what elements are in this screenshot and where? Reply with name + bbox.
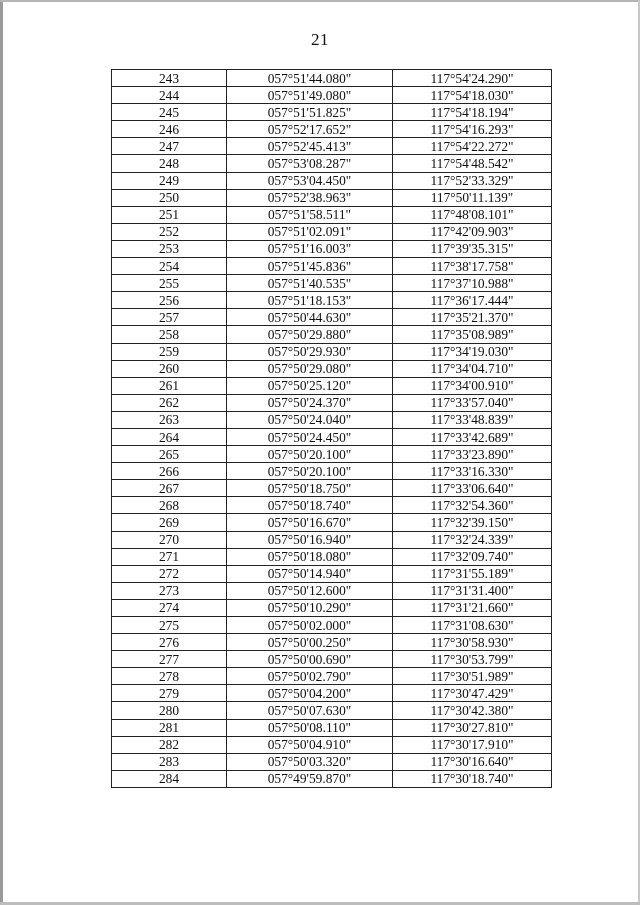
longitude-cell: 117°30'16.640" (393, 753, 552, 770)
table-row (112, 770, 552, 787)
longitude-cell: 117°30'18.740" (393, 770, 552, 787)
point-number-cell: 276 (112, 634, 227, 651)
table-row (112, 309, 552, 326)
latitude-cell: 057°50'29.880" (227, 326, 393, 343)
point-number-cell: 261 (112, 377, 227, 394)
longitude-cell: 117°32'39.150" (393, 514, 552, 531)
table-row (112, 446, 552, 463)
longitude-cell: 117°33'23.890" (393, 446, 552, 463)
latitude-cell: 057°52'38.963" (227, 189, 393, 206)
point-number-cell: 283 (112, 753, 227, 770)
longitude-cell: 117°32'09.740" (393, 548, 552, 565)
latitude-cell: 057°53'08.287" (227, 155, 393, 172)
table-row (112, 326, 552, 343)
longitude-cell: 117°38'17.758" (393, 258, 552, 275)
longitude-cell: 117°31'08.630" (393, 617, 552, 634)
latitude-cell: 057°50'24.450" (227, 428, 393, 445)
point-number-cell: 268 (112, 497, 227, 514)
longitude-cell: 117°30'58.930" (393, 634, 552, 651)
latitude-cell: 057°51'40.535" (227, 275, 393, 292)
latitude-cell: 057°51'44.080" (227, 70, 393, 87)
table-row (112, 172, 552, 189)
longitude-cell: 117°33'16.330" (393, 463, 552, 480)
latitude-cell: 057°50'12.600" (227, 582, 393, 599)
table-row (112, 138, 552, 155)
longitude-cell: 117°34'19.030" (393, 343, 552, 360)
table-row (112, 531, 552, 548)
longitude-cell: 117°31'31.400" (393, 582, 552, 599)
table-row (112, 155, 552, 172)
longitude-cell: 117°30'47.429" (393, 685, 552, 702)
table-row (112, 668, 552, 685)
latitude-cell: 057°50'18.080" (227, 548, 393, 565)
latitude-cell: 057°50'29.930" (227, 343, 393, 360)
table-row (112, 343, 552, 360)
point-number-cell: 282 (112, 736, 227, 753)
latitude-cell: 057°52'17.652" (227, 121, 393, 138)
coordinates-table (111, 69, 552, 788)
longitude-cell: 117°54'16.293" (393, 121, 552, 138)
point-number-cell: 260 (112, 360, 227, 377)
point-number-cell: 259 (112, 343, 227, 360)
point-number-cell: 262 (112, 394, 227, 411)
table-row (112, 634, 552, 651)
latitude-cell: 057°49'59.870" (227, 770, 393, 787)
latitude-cell: 057°50'14.940" (227, 565, 393, 582)
longitude-cell: 117°54'18.194" (393, 104, 552, 121)
latitude-cell: 057°51'49.080" (227, 87, 393, 104)
longitude-cell: 117°33'06.640" (393, 480, 552, 497)
latitude-cell: 057°50'00.690" (227, 651, 393, 668)
point-number-cell: 280 (112, 702, 227, 719)
table-row (112, 292, 552, 309)
latitude-cell: 057°50'16.670" (227, 514, 393, 531)
longitude-cell: 117°34'00.910" (393, 377, 552, 394)
table-row (112, 753, 552, 770)
table-row (112, 651, 552, 668)
latitude-cell: 057°50'07.630" (227, 702, 393, 719)
table-row (112, 206, 552, 223)
table-row (112, 463, 552, 480)
latitude-cell: 057°50'18.740" (227, 497, 393, 514)
point-number-cell: 278 (112, 668, 227, 685)
latitude-cell: 057°50'03.320" (227, 753, 393, 770)
longitude-cell: 117°39'35.315" (393, 240, 552, 257)
point-number-cell: 274 (112, 599, 227, 616)
latitude-cell: 057°50'02.000" (227, 617, 393, 634)
table-row (112, 87, 552, 104)
table-row (112, 702, 552, 719)
point-number-cell: 284 (112, 770, 227, 787)
latitude-cell: 057°51'58.511" (227, 206, 393, 223)
point-number-cell: 254 (112, 258, 227, 275)
longitude-cell: 117°32'54.360" (393, 497, 552, 514)
page-number: 21 (311, 30, 329, 49)
latitude-cell: 057°51'18.153" (227, 292, 393, 309)
table-row (112, 377, 552, 394)
longitude-cell: 117°54'22.272" (393, 138, 552, 155)
point-number-cell: 257 (112, 309, 227, 326)
longitude-cell: 117°33'48.839" (393, 411, 552, 428)
longitude-cell: 117°50'11.139" (393, 189, 552, 206)
table-row (112, 548, 552, 565)
latitude-cell: 057°50'24.370" (227, 394, 393, 411)
point-number-cell: 271 (112, 548, 227, 565)
table-row (112, 685, 552, 702)
table-row (112, 275, 552, 292)
latitude-cell: 057°50'04.910" (227, 736, 393, 753)
point-number-cell: 246 (112, 121, 227, 138)
point-number-cell: 270 (112, 531, 227, 548)
longitude-cell: 117°31'55.189" (393, 565, 552, 582)
table-row (112, 394, 552, 411)
latitude-cell: 057°50'16.940" (227, 531, 393, 548)
longitude-cell: 117°42'09.903" (393, 223, 552, 240)
table-row (112, 719, 552, 736)
table-row (112, 565, 552, 582)
longitude-cell: 117°30'51.989" (393, 668, 552, 685)
point-number-cell: 248 (112, 155, 227, 172)
longitude-cell: 117°33'57.040" (393, 394, 552, 411)
latitude-cell: 057°51'16.003" (227, 240, 393, 257)
point-number-cell: 264 (112, 428, 227, 445)
point-number-cell: 255 (112, 275, 227, 292)
longitude-cell: 117°32'24.339" (393, 531, 552, 548)
table-row (112, 258, 552, 275)
latitude-cell: 057°50'02.790" (227, 668, 393, 685)
point-number-cell: 266 (112, 463, 227, 480)
longitude-cell: 117°30'53.799" (393, 651, 552, 668)
point-number-cell: 244 (112, 87, 227, 104)
point-number-cell: 275 (112, 617, 227, 634)
latitude-cell: 057°50'29.080" (227, 360, 393, 377)
point-number-cell: 267 (112, 480, 227, 497)
table-row (112, 736, 552, 753)
point-number-cell: 269 (112, 514, 227, 531)
point-number-cell: 273 (112, 582, 227, 599)
table-row (112, 360, 552, 377)
longitude-cell: 117°31'21.660" (393, 599, 552, 616)
latitude-cell: 057°52'45.413" (227, 138, 393, 155)
point-number-cell: 263 (112, 411, 227, 428)
longitude-cell: 117°48'08.101" (393, 206, 552, 223)
table-row (112, 240, 552, 257)
point-number-cell: 258 (112, 326, 227, 343)
latitude-cell: 057°50'00.250" (227, 634, 393, 651)
longitude-cell: 117°54'24.290" (393, 70, 552, 87)
latitude-cell: 057°50'25.120" (227, 377, 393, 394)
longitude-cell: 117°30'17.910" (393, 736, 552, 753)
longitude-cell: 117°52'33.329" (393, 172, 552, 189)
table-row (112, 411, 552, 428)
point-number-cell: 256 (112, 292, 227, 309)
latitude-cell: 057°50'20.100" (227, 463, 393, 480)
point-number-cell: 247 (112, 138, 227, 155)
table-row (112, 599, 552, 616)
latitude-cell: 057°50'04.200" (227, 685, 393, 702)
scan-edge-top (0, 0, 640, 2)
latitude-cell: 057°50'24.040" (227, 411, 393, 428)
longitude-cell: 117°30'27.810" (393, 719, 552, 736)
table-row (112, 497, 552, 514)
point-number-cell: 249 (112, 172, 227, 189)
point-number-cell: 265 (112, 446, 227, 463)
coordinates-table-body (112, 70, 552, 788)
latitude-cell: 057°50'10.290" (227, 599, 393, 616)
table-row (112, 70, 552, 87)
longitude-cell: 117°37'10.988" (393, 275, 552, 292)
longitude-cell: 117°54'18.030" (393, 87, 552, 104)
table-row (112, 104, 552, 121)
point-number-cell: 250 (112, 189, 227, 206)
table-row (112, 223, 552, 240)
table-row (112, 121, 552, 138)
latitude-cell: 057°53'04.450" (227, 172, 393, 189)
table-row (112, 582, 552, 599)
longitude-cell: 117°34'04.710" (393, 360, 552, 377)
table-row (112, 514, 552, 531)
point-number-cell: 251 (112, 206, 227, 223)
point-number-cell: 243 (112, 70, 227, 87)
longitude-cell: 117°54'48.542" (393, 155, 552, 172)
latitude-cell: 057°50'18.750" (227, 480, 393, 497)
scan-edge-left (0, 0, 3, 905)
latitude-cell: 057°51'02.091" (227, 223, 393, 240)
point-number-cell: 279 (112, 685, 227, 702)
point-number-cell: 272 (112, 565, 227, 582)
table-row (112, 428, 552, 445)
longitude-cell: 117°33'42.689" (393, 428, 552, 445)
latitude-cell: 057°50'20.100" (227, 446, 393, 463)
point-number-cell: 245 (112, 104, 227, 121)
point-number-cell: 253 (112, 240, 227, 257)
latitude-cell: 057°51'51.825" (227, 104, 393, 121)
latitude-cell: 057°50'44.630" (227, 309, 393, 326)
table-row (112, 480, 552, 497)
longitude-cell: 117°35'08.989" (393, 326, 552, 343)
longitude-cell: 117°30'42.380" (393, 702, 552, 719)
table-row (112, 617, 552, 634)
table-row (112, 189, 552, 206)
latitude-cell: 057°50'08.110" (227, 719, 393, 736)
point-number-cell: 277 (112, 651, 227, 668)
point-number-cell: 252 (112, 223, 227, 240)
longitude-cell: 117°35'21.370" (393, 309, 552, 326)
longitude-cell: 117°36'17.444" (393, 292, 552, 309)
point-number-cell: 281 (112, 719, 227, 736)
latitude-cell: 057°51'45.836" (227, 258, 393, 275)
